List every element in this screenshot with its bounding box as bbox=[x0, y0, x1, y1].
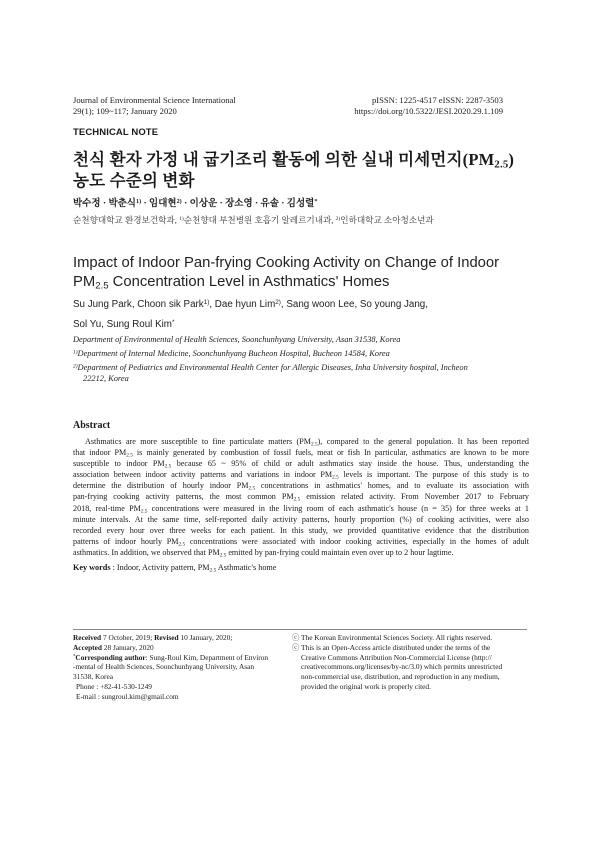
korean-author-sup-2: 2) bbox=[176, 198, 182, 205]
abstract-line: minute intervals. At the same time, self-reported daily activity patterns, hourly proportion (%) of cooking activities, were also bbox=[73, 514, 529, 524]
abstract-line: that indoor $PM_{2.5}$ is mainly generated by combustion of fossil fuels, meat or fish In particular, asthmatics are known to be more bbox=[73, 448, 529, 459]
keywords bbox=[73, 563, 276, 572]
received-label: Received bbox=[73, 633, 102, 642]
license-line-5: provided the original work is properly cited. bbox=[301, 681, 431, 691]
accepted-label: Accepted bbox=[73, 642, 102, 652]
accepted-date: 28 January, 2020 bbox=[101, 642, 154, 652]
license-line-1: ⓒ This is an Open-Access article distributed under the terms of the bbox=[292, 642, 491, 652]
received-date: 7 October, 2019; bbox=[101, 633, 155, 642]
english-author-group-4: Sol Yu, Sung Roul Kim bbox=[73, 319, 172, 330]
abstract-line: asthmatics. In addition, we observed that $PM_{2.5}$ emitted by pan-frying could maintain even over up to 2 hour lagtime. bbox=[73, 547, 454, 559]
english-title bbox=[73, 254, 543, 292]
corresponding-author-phone: Phone : +82-41-530-1249 bbox=[76, 681, 152, 691]
issn: pISSN: 1225-4517 eISSN: 2287-3503 bbox=[371, 95, 503, 105]
english-authors bbox=[73, 296, 543, 333]
corresponding-author-line3: 31538, Korea bbox=[73, 672, 113, 682]
abstract-line: 2018, real-time $PM_{2.5}$ concentrations were measured in the living room of each asthmatic's house (n = 35) for three weeks at 1 bbox=[73, 503, 529, 514]
abstract-line: pan-frying cooking activity patterns, the most common $PM_{2.5}$ emission related activity. From November 2017 to February bbox=[73, 492, 529, 503]
article-type: TECHNICAL NOTE bbox=[73, 127, 159, 138]
korean-author-sup-3: * bbox=[314, 198, 318, 205]
footer-received-info: Received 7 October, 2019; Revised 10 January, 2020; Accepted 28 January, 2020 *Corresponding author: Sung-Roul Kim, Department of Environ -mental of Health Sciences, Soonchunhyang University, Asan 31538, Korea Phone : +82-41-530-1249 E-mail : sungroul.kim@gmail.com bbox=[73, 633, 281, 702]
abstract-line: determine the distribution of hourly indoor $PM_{2.5}$ concentrations in asthmatics' homes, and to evaluate its association with bbox=[73, 481, 529, 492]
copyright-line: ⓒ The Korean Environmental Sciences Society. All rights reserved. bbox=[292, 633, 493, 642]
journal-header-left bbox=[73, 95, 236, 117]
corresponding-author-line1: : Sung-Roul Kim, Department of Environ bbox=[145, 652, 269, 662]
abstract-line: susceptible to indoor $PM_{2.5}$ because 65 ~ 95% of child or adult asthmatics stay inside the house. Thus, understanding the bbox=[73, 459, 529, 470]
keywords-text: : Indoor, Activity pattern, $PM_{2.5}$ Asthmatic's home bbox=[110, 563, 277, 574]
license-line-3: creativecommons.org/licenses/by-nc/3.0) which permits unrestricted bbox=[301, 662, 503, 672]
journal-header-right bbox=[354, 95, 503, 117]
korean-author-sup-1: 1) bbox=[135, 198, 142, 205]
license-line-2: Creative Commons Attribution Non-Commercial License (http:// bbox=[301, 652, 492, 662]
korean-author-group-1: 박수정 · 박춘식 bbox=[73, 199, 136, 209]
english-affiliation-sup-2: 1) bbox=[73, 349, 78, 356]
korean-author-group-3: · 이상운 · 장소영 · 유솔 · 김성렬 bbox=[181, 199, 315, 209]
keywords-label: Key words bbox=[73, 563, 111, 572]
korean-affiliation-3: 인하대학교 소아청소년과 bbox=[340, 215, 434, 225]
footer-divider bbox=[73, 629, 527, 630]
abstract-line: Asthmatics are more susceptible to fine particulate matters $(PM_{2.5})$, compared to the general population. It has been reported bbox=[85, 437, 529, 448]
korean-affiliation-sup-3: 2) bbox=[335, 216, 341, 223]
abstract-line: patterns of indoor hourly $PM_{2.5}$ concentrations were associated with indoor cooking activities, especially in the homes of adult bbox=[73, 536, 529, 548]
english-title-line2: Concentration Level in Asthmatics' Homes bbox=[108, 274, 390, 290]
english-title-pm: PM bbox=[73, 274, 96, 290]
korean-author-group-2: · 임대현 bbox=[141, 199, 177, 209]
korean-title bbox=[73, 149, 543, 191]
abstract-body bbox=[73, 436, 529, 558]
abstract-line: association between indoor activity patterns and variations in indoor $PM_{2.5}$ levels is important. The purpose of this study is to bbox=[73, 470, 529, 481]
korean-authors bbox=[73, 195, 317, 209]
english-affiliations bbox=[73, 334, 533, 384]
english-author-group-3: , Sang woon Lee, So young Jang, bbox=[280, 299, 428, 310]
english-author-sup-1: 1) bbox=[203, 298, 210, 306]
korean-title-line1: 천식 환자 가정 내 굽기조리 활동에 의한 실내 미세먼지(PM bbox=[73, 150, 495, 169]
abstract-line: recorded every hour over three weeks for each patient. In this study, we provided quantitative evidence that the distribution bbox=[73, 525, 529, 535]
corresponding-author-line2: -mental of Health Sciences, Soonchunhyang University, Asan bbox=[73, 662, 255, 672]
english-title-subscript: 2.5 bbox=[95, 280, 109, 292]
corresponding-author-label: Corresponding author bbox=[75, 652, 146, 662]
english-affiliation-2: Department of Internal Medicine, Soonchunhyang Bucheon Hospital, Bucheon 14584, Korea bbox=[77, 349, 390, 358]
korean-affiliation-1: 순천향대학교 환경보건학과, bbox=[73, 215, 180, 225]
revised-label: Revised bbox=[154, 633, 179, 642]
english-affiliation-sup-3: 2) bbox=[73, 363, 78, 370]
korean-affiliation-sup-2: 1) bbox=[179, 216, 184, 223]
abstract-heading: Abstract bbox=[73, 420, 111, 431]
doi-link[interactable]: https://doi.org/10.5322/JESI.2020.29.1.109 bbox=[354, 106, 503, 116]
english-affiliation-3: Department of Pediatrics and Environmental Health Center for Allergic Diseases, Inha University hospital, Incheon bbox=[77, 363, 468, 372]
korean-affiliations bbox=[73, 214, 434, 226]
english-title-line1: Impact of Indoor Pan-frying Cooking Activity on Change of Indoor bbox=[73, 255, 500, 271]
revised-date: 10 January, 2020; bbox=[178, 633, 233, 642]
journal-name: Journal of Environmental Science International bbox=[73, 95, 236, 105]
english-author-group-2: , Dae hyun Lim bbox=[209, 299, 276, 310]
english-author-group-1: Su Jung Park, Choon sik Park bbox=[73, 299, 204, 310]
korean-title-line2: 농도 수준의 변화 bbox=[73, 171, 195, 190]
footer-license bbox=[292, 633, 530, 692]
license-line-4: non-commercial use, distribution, and reproduction in any medium, bbox=[301, 672, 500, 682]
english-author-sup-2: 2) bbox=[275, 298, 281, 306]
journal-issue: 29(1); 109~117; January 2020 bbox=[73, 106, 177, 116]
english-affiliation-3-cont: 22212, Korea bbox=[83, 374, 129, 383]
korean-title-close: ) bbox=[508, 150, 515, 169]
english-affiliation-1: Department of Environmental of Health Sciences, Soonchunhyang University, Asan 31538, Korea bbox=[73, 335, 401, 344]
korean-affiliation-2: 순천향대 부천병원 호흡기 알레르기내과, bbox=[183, 215, 336, 225]
korean-title-subscript: 2.5 bbox=[494, 158, 509, 171]
corresponding-author-email[interactable]: E-mail : sungroul.kim@gmail.com bbox=[76, 691, 179, 701]
english-author-sup-4: * bbox=[171, 318, 175, 326]
